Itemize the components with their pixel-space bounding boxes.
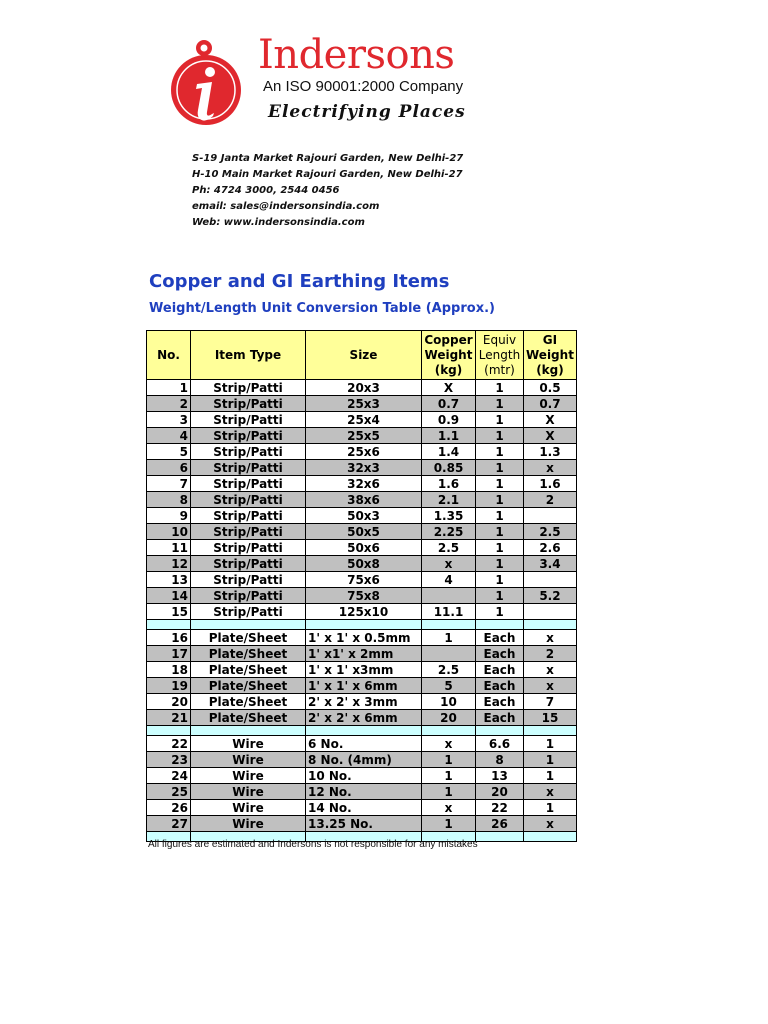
cell-size: 25x4 — [306, 412, 422, 428]
cell-item-type: Strip/Patti — [191, 380, 306, 396]
cell-gi-weight: 3.4 — [524, 556, 577, 572]
cell-size: 25x6 — [306, 444, 422, 460]
page-title: Copper and GI Earthing Items — [149, 271, 450, 292]
cell-no: 27 — [147, 816, 191, 832]
cell-copper-weight: X — [422, 380, 476, 396]
cell-size: 50x6 — [306, 540, 422, 556]
cell-gi-weight: 2.6 — [524, 540, 577, 556]
cell-item-type: Strip/Patti — [191, 572, 306, 588]
header-copper-line-3: (kg) — [434, 362, 463, 377]
cell-no: 21 — [147, 710, 191, 726]
cell-copper-weight: x — [422, 556, 476, 572]
cell-gi-weight: 2 — [524, 492, 577, 508]
cell-equiv-length: 1 — [476, 524, 524, 540]
web-line: Web: www.indersonsindia.com — [192, 217, 365, 228]
table-row — [147, 428, 577, 444]
cell-gi-weight — [524, 604, 577, 620]
cell-gi-weight: X — [524, 428, 577, 444]
cell-gi-weight — [524, 572, 577, 588]
table-row — [147, 752, 577, 768]
table-row — [147, 508, 577, 524]
cell-no: 18 — [147, 662, 191, 678]
conversion-table — [146, 330, 577, 842]
cell-gi-weight: x — [524, 460, 577, 476]
cell-gi-weight: X — [524, 412, 577, 428]
cell-item-type: Strip/Patti — [191, 556, 306, 572]
disclaimer-footnote: All figures are estimated and Indersons is not responsible for any mistakes — [148, 839, 478, 850]
table-row — [147, 662, 577, 678]
page-subtitle: Weight/Length Unit Conversion Table (Approx.) — [149, 301, 495, 316]
header-copper-line-2: Weight — [424, 347, 473, 362]
header-no: No. — [147, 331, 191, 380]
cell-gi-weight: 1 — [524, 752, 577, 768]
cell-equiv-length: 1 — [476, 444, 524, 460]
header-equiv-line-1: Equiv — [482, 332, 517, 347]
address-line-1: S-19 Janta Market Rajouri Garden, New Delhi-27 — [192, 153, 464, 164]
cell-size: 1' x 1' x 0.5mm — [306, 630, 422, 646]
cell-gi-weight: 2 — [524, 646, 577, 662]
header-copper-weight — [422, 331, 476, 380]
table-body — [147, 380, 577, 842]
table-row — [147, 678, 577, 694]
cell-equiv-length: 1 — [476, 476, 524, 492]
cell-no: 22 — [147, 736, 191, 752]
cell-gi-weight: 0.5 — [524, 380, 577, 396]
cell-size: 32x3 — [306, 460, 422, 476]
cell-equiv-length: 13 — [476, 768, 524, 784]
cell-gi-weight: 2.5 — [524, 524, 577, 540]
cell-size: 1' x1' x 2mm — [306, 646, 422, 662]
cell-no: 20 — [147, 694, 191, 710]
cell-copper-weight: 2.1 — [422, 492, 476, 508]
cell-equiv-length: 26 — [476, 816, 524, 832]
cell-size: 20x3 — [306, 380, 422, 396]
cell-size: 13.25 No. — [306, 816, 422, 832]
address-line-2: H-10 Main Market Rajouri Garden, New Delhi-27 — [192, 169, 463, 180]
table-row — [147, 444, 577, 460]
cell-item-type: Strip/Patti — [191, 540, 306, 556]
cell-gi-weight: x — [524, 662, 577, 678]
cell-size: 8 No. (4mm) — [306, 752, 422, 768]
cell-equiv-length: 1 — [476, 508, 524, 524]
cell-item-type: Wire — [191, 768, 306, 784]
cell-equiv-length: 1 — [476, 556, 524, 572]
table-row — [147, 476, 577, 492]
table-row — [147, 710, 577, 726]
brand-name: Indersons — [258, 32, 455, 78]
cell-equiv-length: Each — [476, 678, 524, 694]
cell-gi-weight: 1 — [524, 800, 577, 816]
header-copper-line-1: Copper — [424, 332, 473, 347]
header-equiv-line-3: (mtr) — [484, 362, 515, 377]
table-row — [147, 396, 577, 412]
cell-copper-weight: 1 — [422, 768, 476, 784]
iso-certification: An ISO 90001:2000 Company — [263, 78, 464, 95]
table-row — [147, 556, 577, 572]
cell-copper-weight: 1 — [422, 752, 476, 768]
cell-size: 2' x 2' x 6mm — [306, 710, 422, 726]
cell-no: 26 — [147, 800, 191, 816]
cell-item-type: Strip/Patti — [191, 588, 306, 604]
table-row — [147, 524, 577, 540]
cell-size: 25x5 — [306, 428, 422, 444]
cell-item-type: Plate/Sheet — [191, 678, 306, 694]
cell-equiv-length: 6.6 — [476, 736, 524, 752]
cell-equiv-length: 1 — [476, 460, 524, 476]
header-gi-weight — [524, 331, 577, 380]
cell-item-type: Strip/Patti — [191, 508, 306, 524]
table-row — [147, 380, 577, 396]
cell-equiv-length: 20 — [476, 784, 524, 800]
cell-item-type: Strip/Patti — [191, 428, 306, 444]
cell-size: 50x3 — [306, 508, 422, 524]
cell-item-type: Strip/Patti — [191, 444, 306, 460]
cell-item-type: Strip/Patti — [191, 604, 306, 620]
table-row — [147, 694, 577, 710]
cell-gi-weight: 1.3 — [524, 444, 577, 460]
cell-item-type: Plate/Sheet — [191, 630, 306, 646]
cell-size: 38x6 — [306, 492, 422, 508]
cell-copper-weight: 2.5 — [422, 540, 476, 556]
cell-copper-weight: x — [422, 736, 476, 752]
table-row — [147, 736, 577, 752]
cell-copper-weight: 1 — [422, 784, 476, 800]
cell-equiv-length: Each — [476, 710, 524, 726]
cell-copper-weight: 1.1 — [422, 428, 476, 444]
cell-equiv-length: 1 — [476, 540, 524, 556]
cell-item-type: Plate/Sheet — [191, 646, 306, 662]
table-row — [147, 630, 577, 646]
cell-copper-weight: 0.85 — [422, 460, 476, 476]
cell-no: 19 — [147, 678, 191, 694]
table-row — [147, 460, 577, 476]
cell-item-type: Wire — [191, 800, 306, 816]
cell-no: 17 — [147, 646, 191, 662]
cell-no: 5 — [147, 444, 191, 460]
cell-equiv-length: 1 — [476, 588, 524, 604]
cell-size: 75x8 — [306, 588, 422, 604]
cell-size: 2' x 2' x 3mm — [306, 694, 422, 710]
cell-item-type: Strip/Patti — [191, 476, 306, 492]
cell-item-type: Wire — [191, 784, 306, 800]
cell-no: 11 — [147, 540, 191, 556]
cell-copper-weight: 0.7 — [422, 396, 476, 412]
cell-item-type: Wire — [191, 736, 306, 752]
cell-item-type: Strip/Patti — [191, 412, 306, 428]
cell-no: 8 — [147, 492, 191, 508]
cell-equiv-length: 1 — [476, 412, 524, 428]
table-row — [147, 412, 577, 428]
cell-copper-weight: 0.9 — [422, 412, 476, 428]
cell-copper-weight: 2.5 — [422, 662, 476, 678]
cell-copper-weight: 11.1 — [422, 604, 476, 620]
cell-size: 14 No. — [306, 800, 422, 816]
cell-equiv-length: Each — [476, 694, 524, 710]
cell-size: 32x6 — [306, 476, 422, 492]
cell-gi-weight: 15 — [524, 710, 577, 726]
cell-no: 23 — [147, 752, 191, 768]
cell-no: 9 — [147, 508, 191, 524]
cell-item-type: Strip/Patti — [191, 524, 306, 540]
email-line: email: sales@indersonsindia.com — [192, 201, 380, 212]
cell-equiv-length: 22 — [476, 800, 524, 816]
cell-gi-weight: x — [524, 816, 577, 832]
brand-tagline: Electrifying Places — [268, 102, 466, 122]
cell-no: 12 — [147, 556, 191, 572]
cell-no: 4 — [147, 428, 191, 444]
cell-copper-weight: x — [422, 800, 476, 816]
cell-size: 50x5 — [306, 524, 422, 540]
cell-equiv-length: 1 — [476, 572, 524, 588]
contact-block — [192, 151, 463, 231]
cell-item-type: Plate/Sheet — [191, 710, 306, 726]
cell-no: 15 — [147, 604, 191, 620]
table-row — [147, 588, 577, 604]
table-row — [147, 816, 577, 832]
cell-item-type: Plate/Sheet — [191, 662, 306, 678]
cell-gi-weight: x — [524, 784, 577, 800]
table-row — [147, 572, 577, 588]
cell-gi-weight: x — [524, 630, 577, 646]
cell-size: 75x6 — [306, 572, 422, 588]
header-gi-line-1: GI — [542, 332, 558, 347]
cell-item-type: Wire — [191, 752, 306, 768]
cell-equiv-length: 1 — [476, 492, 524, 508]
cell-item-type: Strip/Patti — [191, 492, 306, 508]
cell-copper-weight: 2.25 — [422, 524, 476, 540]
cell-item-type: Wire — [191, 816, 306, 832]
cell-copper-weight: 1 — [422, 816, 476, 832]
header-equiv-length — [476, 331, 524, 380]
cell-copper-weight — [422, 646, 476, 662]
cell-no: 1 — [147, 380, 191, 396]
table-row — [147, 540, 577, 556]
cell-gi-weight: 7 — [524, 694, 577, 710]
cell-gi-weight: 0.7 — [524, 396, 577, 412]
cell-size: 6 No. — [306, 736, 422, 752]
cell-equiv-length: 1 — [476, 396, 524, 412]
cell-no: 24 — [147, 768, 191, 784]
cell-copper-weight: 20 — [422, 710, 476, 726]
cell-no: 6 — [147, 460, 191, 476]
header-gi-line-3: (kg) — [536, 362, 564, 377]
cell-equiv-length: 8 — [476, 752, 524, 768]
indersons-logo-icon — [166, 38, 246, 128]
table-header-row — [147, 331, 577, 380]
cell-no: 10 — [147, 524, 191, 540]
cell-size: 12 No. — [306, 784, 422, 800]
cell-gi-weight: 1 — [524, 736, 577, 752]
cell-gi-weight: 1.6 — [524, 476, 577, 492]
cell-no: 16 — [147, 630, 191, 646]
table-row — [147, 492, 577, 508]
cell-size: 50x8 — [306, 556, 422, 572]
cell-no: 25 — [147, 784, 191, 800]
cell-size: 1' x 1' x 6mm — [306, 678, 422, 694]
cell-no: 14 — [147, 588, 191, 604]
table-row — [147, 768, 577, 784]
group-separator — [147, 620, 577, 630]
cell-gi-weight: x — [524, 678, 577, 694]
cell-size: 1' x 1' x3mm — [306, 662, 422, 678]
cell-equiv-length: Each — [476, 662, 524, 678]
cell-copper-weight: 1.6 — [422, 476, 476, 492]
cell-equiv-length: 1 — [476, 380, 524, 396]
table-row — [147, 784, 577, 800]
cell-no: 3 — [147, 412, 191, 428]
cell-equiv-length: Each — [476, 646, 524, 662]
group-separator — [147, 726, 577, 736]
cell-copper-weight: 1.35 — [422, 508, 476, 524]
header-gi-line-2: Weight — [526, 347, 574, 362]
cell-item-type: Plate/Sheet — [191, 694, 306, 710]
cell-no: 7 — [147, 476, 191, 492]
cell-gi-weight: 1 — [524, 768, 577, 784]
table-row — [147, 646, 577, 662]
cell-size: 25x3 — [306, 396, 422, 412]
cell-no: 2 — [147, 396, 191, 412]
cell-copper-weight: 5 — [422, 678, 476, 694]
cell-item-type: Strip/Patti — [191, 396, 306, 412]
cell-copper-weight — [422, 588, 476, 604]
cell-copper-weight: 10 — [422, 694, 476, 710]
cell-equiv-length: 1 — [476, 428, 524, 444]
header-item-type: Item Type — [191, 331, 306, 380]
table-row — [147, 604, 577, 620]
cell-copper-weight: 1 — [422, 630, 476, 646]
table-row — [147, 800, 577, 816]
cell-copper-weight: 4 — [422, 572, 476, 588]
cell-gi-weight: 5.2 — [524, 588, 577, 604]
header-size: Size — [306, 331, 422, 380]
cell-equiv-length: Each — [476, 630, 524, 646]
cell-gi-weight — [524, 508, 577, 524]
cell-no: 13 — [147, 572, 191, 588]
cell-equiv-length: 1 — [476, 604, 524, 620]
cell-size: 125x10 — [306, 604, 422, 620]
cell-copper-weight: 1.4 — [422, 444, 476, 460]
cell-item-type: Strip/Patti — [191, 460, 306, 476]
phone-line: Ph: 4724 3000, 2544 0456 — [192, 185, 340, 196]
cell-size: 10 No. — [306, 768, 422, 784]
header-equiv-line-2: Length — [478, 347, 521, 362]
